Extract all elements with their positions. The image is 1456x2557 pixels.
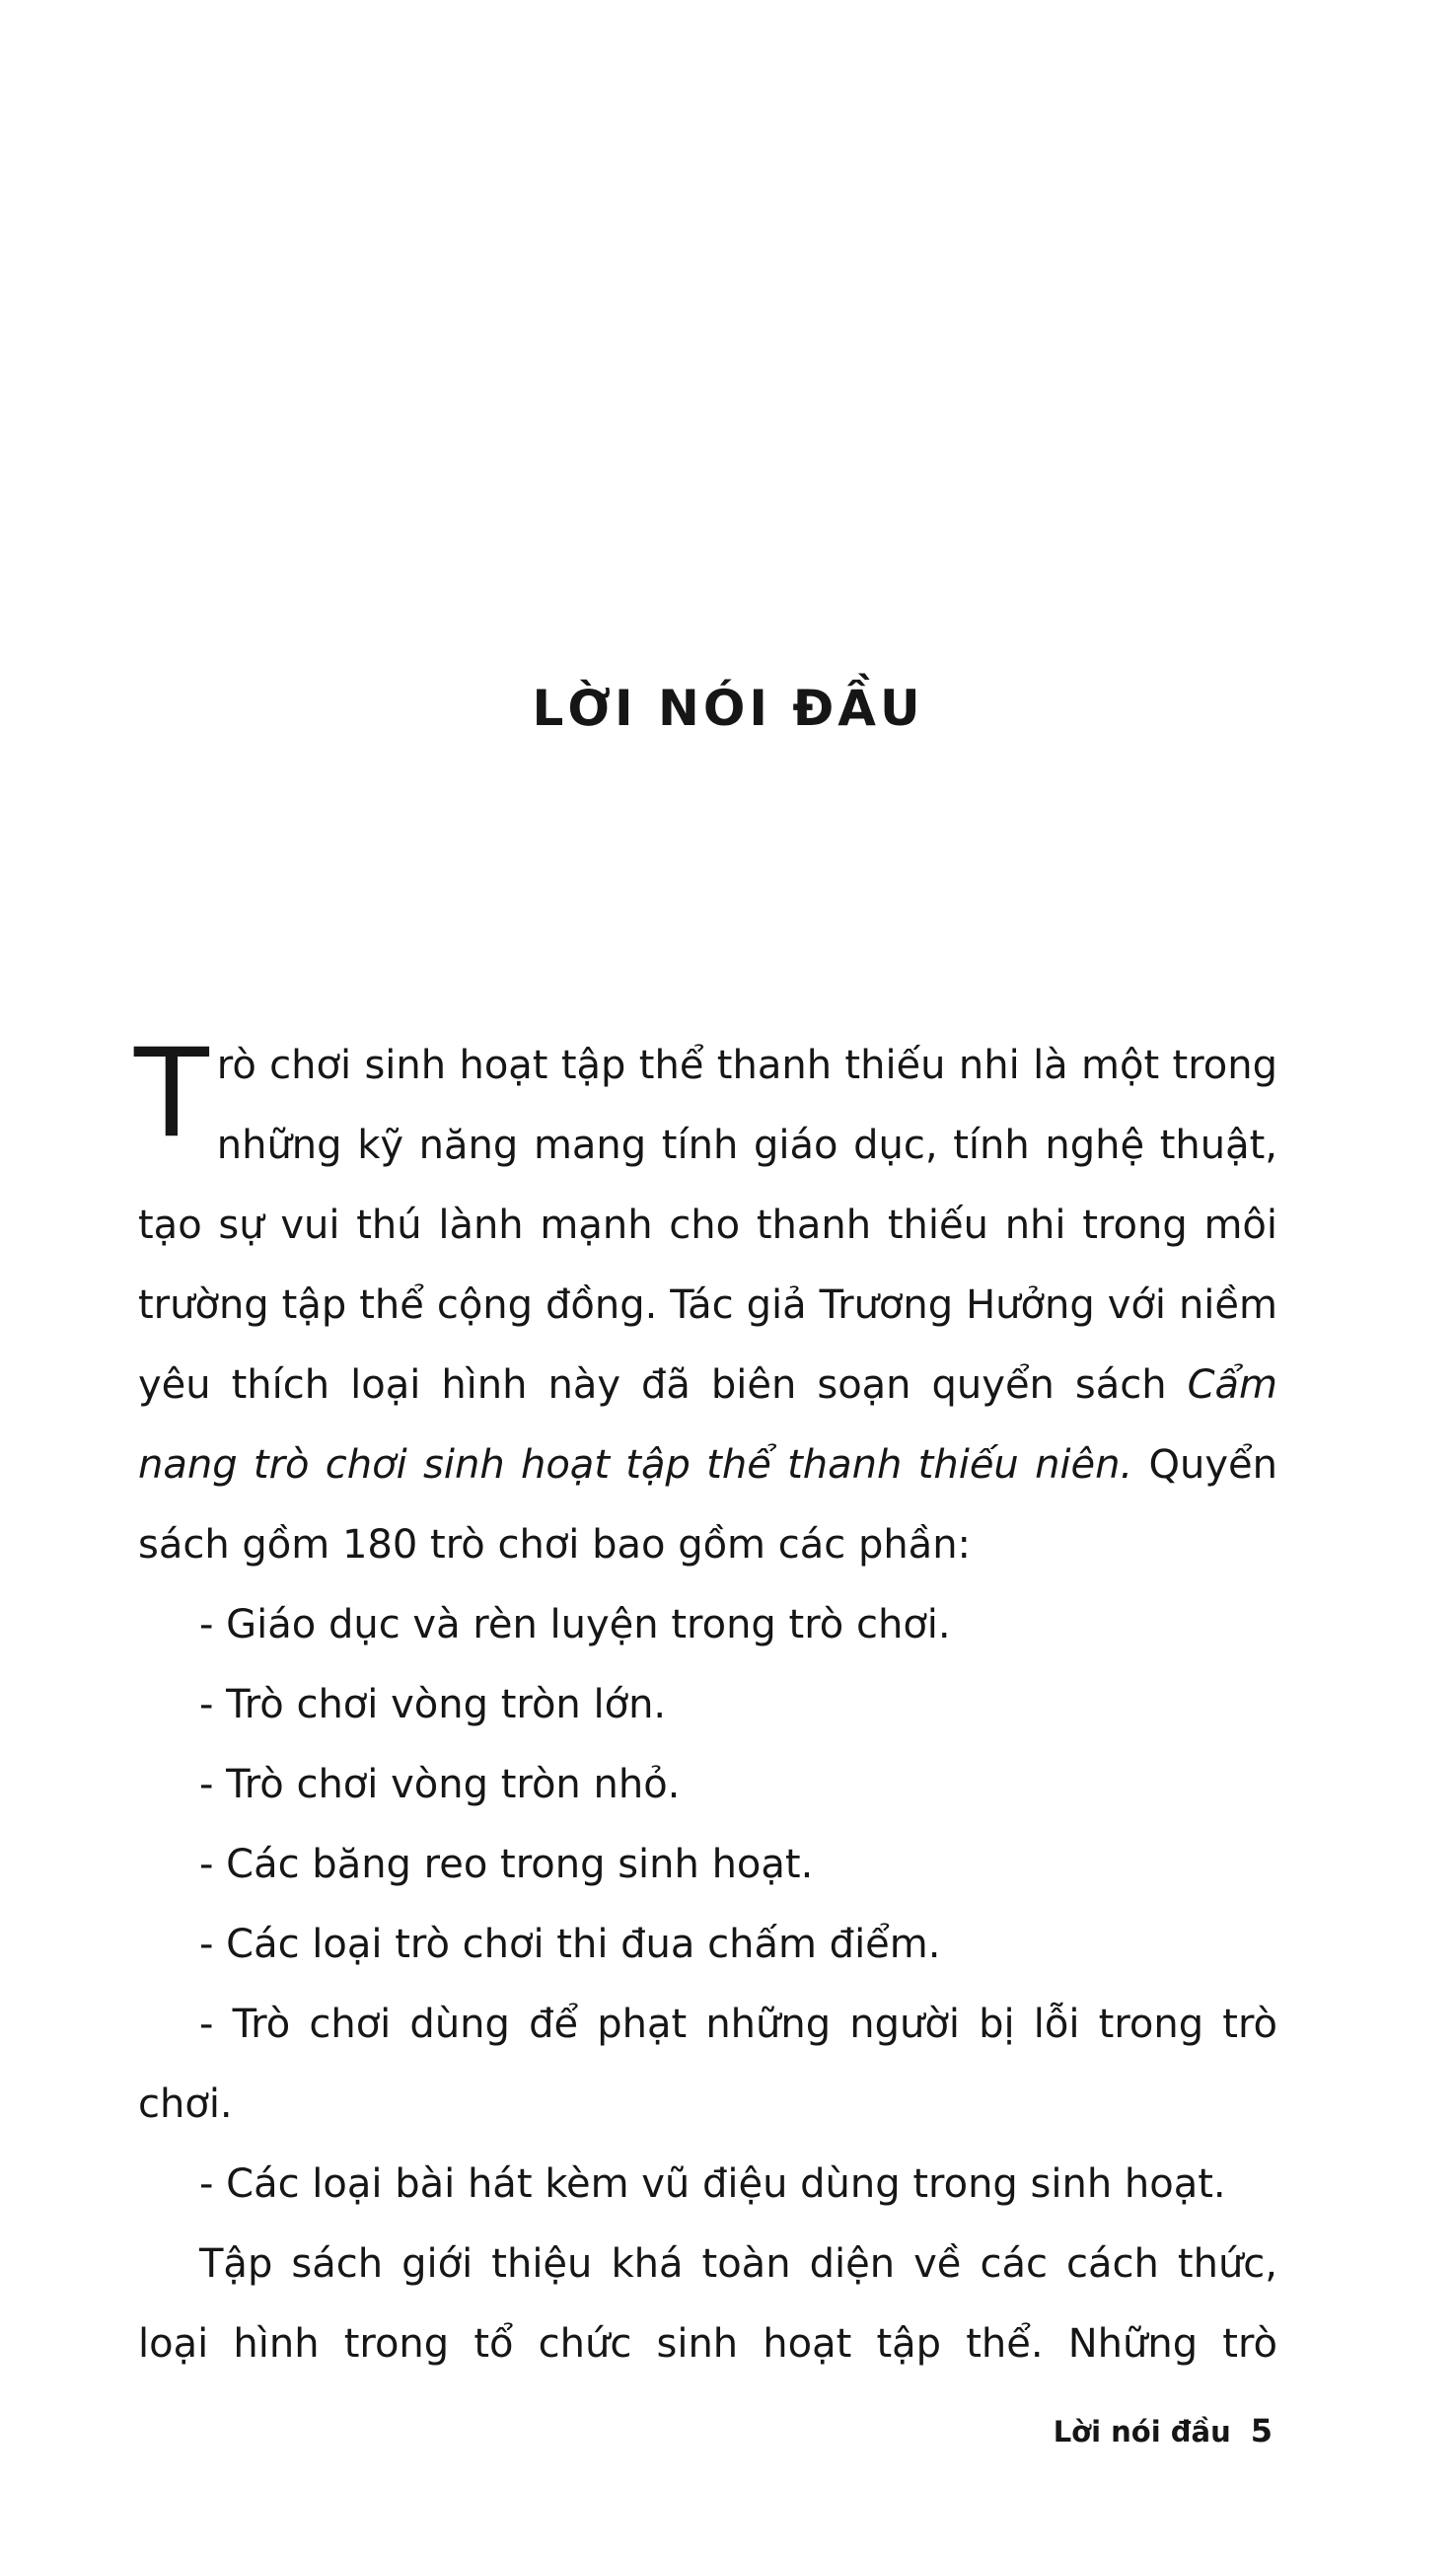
list-item: - Trò chơi vòng tròn nhỏ. <box>199 1762 681 1807</box>
page-footer <box>1054 2411 1273 2451</box>
running-title: Lời nói đầu <box>1053 2415 1231 2448</box>
closing-paragraph: Tập sách giới thiệu khá toàn diện về các cách thức, loại hình trong tổ chức sinh hoạt tập thể. Những trò <box>138 2241 1277 2367</box>
intro-paragraph <box>134 1023 1278 1585</box>
drop-cap: T <box>134 1023 209 1165</box>
intro-text-before-title: rò chơi sinh hoạt tập thể thanh thiếu nhi là một trong những kỹ năng mang tính giáo dục, tính nghệ thuật, tạo sự vui thú lành mạnh cho thanh thiếu nhi trong môi trường tập thể cộng đồng. Tác giả Trương Hưởng với niềm yêu thích loại hình này đã biên soạn quyển sách <box>138 1043 1277 1408</box>
list-item: - Trò chơi vòng tròn lớn. <box>199 1682 667 1727</box>
book-title: Cẩm nang trò chơi sinh hoạt tập thể thanh thiếu niên. <box>138 1362 1277 1488</box>
body-text <box>134 1023 1278 2384</box>
intro-text-after-title: Quyển sách gồm 180 trò chơi bao gồm các phần: <box>138 1442 1278 1568</box>
list-item: - Giáo dục và rèn luyện trong trò chơi. <box>199 1602 951 1647</box>
chapter-title: LỜI NÓI ĐẦU <box>532 680 924 737</box>
list-item: - Các loại trò chơi thi đua chấm điểm. <box>199 1922 941 1967</box>
list-item: - Các băng reo trong sinh hoạt. <box>199 1842 814 1887</box>
page-number: 5 <box>1250 2412 1273 2449</box>
list-item: - Trò chơi dùng để phạt những người bị lỗi trong trò chơi. <box>138 2002 1277 2127</box>
list-item: - Các loại bài hát kèm vũ điệu dùng trong sinh hoạt. <box>199 2161 1226 2207</box>
